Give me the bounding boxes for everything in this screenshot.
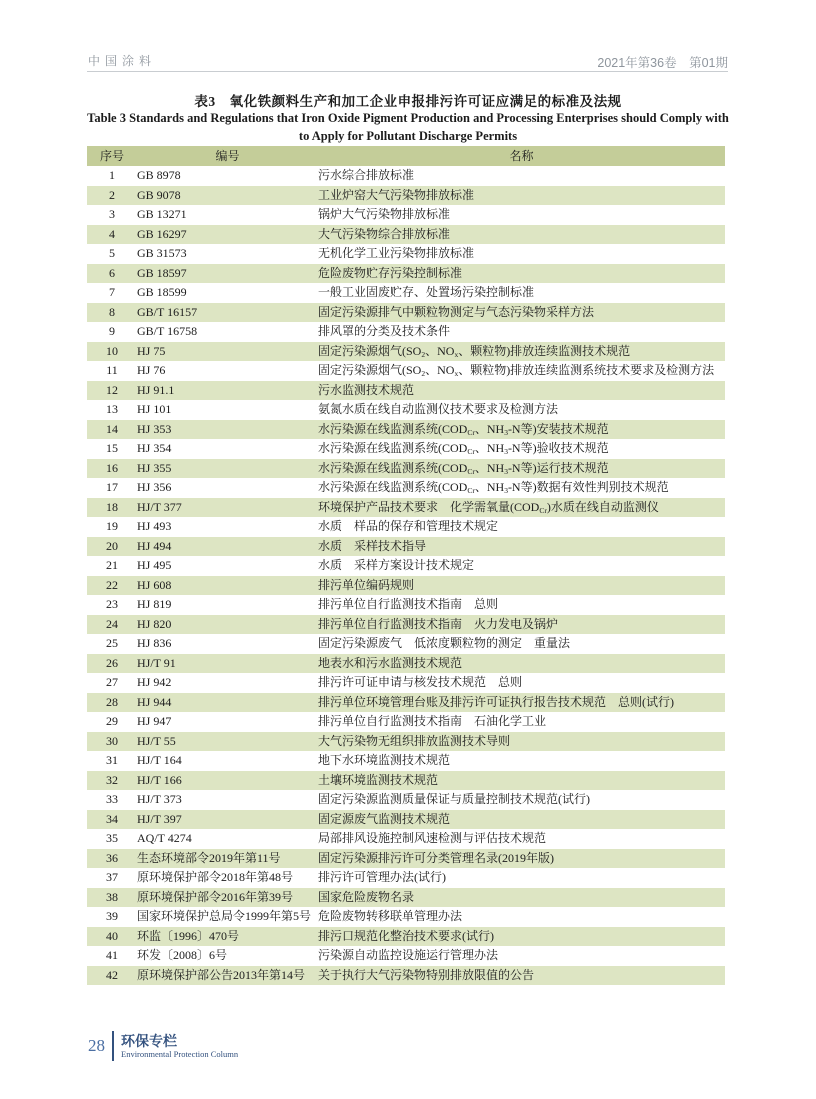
table-row	[87, 186, 725, 206]
table-row	[87, 907, 725, 927]
standard-code: 原环境保护部公告2013年第14号	[137, 967, 306, 982]
standard-name: 固定污染源排污许可分类管理名录(2019年版)	[318, 850, 554, 865]
standard-name: 国家危险废物名录	[318, 889, 415, 904]
table-row	[87, 459, 725, 479]
standard-name: 水污染源在线监测系统($COD_{Cr}$、$NH_3-N$等)安装技术规范	[318, 421, 609, 437]
column-header-name: 名称	[509, 149, 534, 163]
row-index: 1	[109, 168, 115, 182]
row-index: 42	[106, 967, 118, 982]
table-row	[87, 478, 725, 498]
standard-code: GB/T 16157	[137, 304, 198, 319]
standard-code: HJ 355	[137, 460, 172, 475]
row-index: 26	[106, 655, 118, 670]
standard-code: HJ/T 373	[137, 792, 182, 806]
table-row	[87, 342, 725, 362]
table-header-row	[87, 146, 725, 166]
table-body	[87, 166, 725, 985]
table-row	[87, 829, 725, 849]
row-index: 16	[106, 460, 118, 475]
standard-code: HJ/T 377	[137, 499, 182, 514]
standard-name: 固定污染源废气 低浓度颗粒物的测定 重量法	[318, 636, 571, 650]
table-title-zh: 表3 氧化铁颜料生产和加工企业申报排污许可证应满足的标准及法规	[194, 94, 622, 109]
standard-name: 关于执行大气污染物特别排放限值的公告	[318, 967, 535, 982]
row-index: 13	[106, 402, 118, 416]
standard-code: 生态环境部令2019年第11号	[137, 850, 281, 865]
standard-code: HJ/T 166	[137, 772, 182, 787]
standard-code: HJ/T 397	[137, 811, 182, 826]
table-row	[87, 615, 725, 635]
table-row	[87, 693, 725, 713]
row-index: 30	[106, 733, 118, 748]
table-row	[87, 771, 725, 791]
standard-code: HJ 836	[137, 636, 172, 650]
standard-code: 原环境保护部令2016年第39号	[137, 889, 294, 904]
table-row	[87, 927, 725, 947]
table-row	[87, 225, 725, 245]
standard-name: 无机化学工业污染物排放标准	[318, 246, 475, 260]
standard-code: HJ 608	[137, 577, 172, 592]
standard-code: HJ 101	[137, 402, 172, 416]
row-index: 14	[106, 421, 118, 436]
row-index: 24	[106, 616, 118, 631]
row-index: 21	[106, 558, 118, 572]
standard-name: 地下水环境监测技术规范	[318, 753, 451, 767]
running-head	[87, 48, 728, 72]
standard-name: 排污单位环境管理台账及排污许可证执行报告技术规范 总则(试行)	[318, 694, 674, 709]
standard-code: 环发〔2008〕6号	[137, 948, 228, 962]
standard-name: 水质 采样方案设计技术规定	[318, 558, 475, 572]
standard-code: HJ 942	[137, 675, 172, 689]
standard-name: 排污许可管理办法(试行)	[318, 870, 446, 884]
standard-name: 工业炉窑大气污染物排放标准	[318, 187, 475, 202]
standard-name: 排污单位自行监测技术指南 总则	[318, 597, 499, 611]
journal-name: 中国涂料	[88, 54, 157, 68]
table-row	[87, 166, 725, 186]
standard-name: 水质 样品的保存和管理技术规定	[318, 519, 499, 533]
column-header-index: 序号	[99, 149, 124, 163]
table-row	[87, 595, 725, 615]
row-index: 6	[109, 265, 115, 280]
row-index: 18	[106, 499, 118, 514]
row-index: 12	[106, 382, 118, 397]
standard-code: GB 9078	[137, 187, 181, 202]
row-index: 33	[106, 792, 118, 806]
row-index: 2	[109, 187, 115, 202]
page-number: 28	[88, 1036, 105, 1055]
table-row	[87, 868, 725, 888]
standard-name: 环境保护产品技术要求 化学需氧量$(COD_{Cr})$水质在线自动监测仪	[318, 499, 659, 515]
standard-name: 大气污染物无组织排放监测技术导则	[318, 733, 511, 748]
standard-name: 排污单位自行监测技术指南 火力发电及锅炉	[318, 616, 559, 631]
standard-name: 排污许可证申请与核发技术规范 总则	[318, 675, 523, 689]
standard-name: 锅炉大气污染物排放标准	[318, 207, 451, 221]
standard-name: 排风罩的分类及技术条件	[318, 324, 451, 338]
table-row	[87, 654, 725, 674]
standard-code: AQ/T 4274	[137, 831, 192, 845]
row-index: 15	[106, 441, 118, 455]
row-index: 11	[106, 363, 118, 377]
row-index: 37	[106, 870, 118, 884]
standard-code: HJ 493	[137, 519, 172, 533]
row-index: 17	[106, 480, 118, 494]
standard-code: HJ/T 91	[137, 655, 176, 670]
standard-name: 固定污染源监测质量保证与质量控制技术规范(试行)	[318, 792, 590, 806]
table-row	[87, 732, 725, 752]
table-title-en-line2: to Apply for Pollutant Discharge Permits	[298, 129, 518, 143]
table-row	[87, 400, 725, 420]
standard-code: HJ 820	[137, 616, 172, 631]
standard-code: GB 18599	[137, 285, 187, 299]
column-name-zh: 环保专栏	[121, 1032, 177, 1049]
table-row	[87, 966, 725, 986]
table-row	[87, 634, 725, 654]
row-index: 29	[106, 714, 118, 728]
standards-table	[87, 146, 725, 985]
table-row	[87, 244, 725, 264]
table-row	[87, 849, 725, 869]
page-footer	[88, 1031, 238, 1061]
row-index: 22	[106, 577, 118, 592]
table-row	[87, 810, 725, 830]
table-row	[87, 712, 725, 732]
table-row	[87, 439, 725, 459]
row-index: 5	[109, 246, 115, 260]
standard-code: GB 16297	[137, 226, 187, 241]
table-row	[87, 420, 725, 440]
table-row	[87, 537, 725, 557]
standard-code: 原环境保护部令2018年第48号	[137, 870, 294, 884]
standard-name: 固定污染源烟气($SO_2$、$NO_x$、颗粒物)排放连续监测技术规范	[318, 343, 631, 359]
table-row	[87, 576, 725, 596]
table-row	[87, 322, 725, 342]
standard-code: HJ 819	[137, 597, 172, 611]
table-row	[87, 361, 725, 381]
table-row	[87, 205, 725, 225]
standard-code: HJ 944	[137, 694, 172, 709]
column-header-code: 编号	[215, 149, 240, 163]
row-index: 27	[106, 675, 118, 689]
row-index: 40	[106, 928, 118, 943]
standard-code: HJ 75	[137, 343, 166, 358]
standard-name: 排污单位编码规则	[318, 577, 415, 592]
row-index: 28	[106, 694, 118, 709]
standard-name: 水污染源在线监测系统($COD_{Cr}$、$NH_3-N$等)运行技术规范	[318, 460, 609, 476]
row-index: 34	[106, 811, 118, 826]
standard-code: HJ/T 164	[137, 753, 182, 767]
standard-code: HJ 354	[137, 441, 172, 455]
standard-name: 局部排风设施控制风速检测与评估技术规范	[318, 831, 547, 845]
standard-code: HJ 494	[137, 538, 172, 553]
row-index: 19	[106, 519, 118, 533]
table-row	[87, 264, 725, 284]
standard-name: 危险废物贮存污染控制标准	[318, 265, 463, 280]
table-title-en-line1: Table 3 Standards and Regulations that Iron Oxide Pigment Production and Processing Enterprises should Comply with	[87, 111, 729, 125]
row-index: 39	[106, 909, 118, 923]
standard-name: 地表水和污水监测技术规范	[318, 655, 463, 670]
standard-code: GB 8978	[137, 168, 181, 182]
row-index: 8	[109, 304, 115, 319]
row-index: 20	[106, 538, 118, 553]
standard-code: HJ 356	[137, 480, 172, 494]
standard-name: 土壤环境监测技术规范	[318, 772, 439, 787]
table-row	[87, 751, 725, 771]
table-row	[87, 283, 725, 303]
standard-name: 污水监测技术规范	[318, 382, 415, 397]
standard-code: HJ 353	[137, 421, 172, 436]
standard-code: HJ 91.1	[137, 382, 175, 397]
standard-code: HJ 76	[137, 363, 166, 377]
standard-name: 水污染源在线监测系统($COD_{Cr}$、$NH_3-N$等)验收技术规范	[318, 441, 609, 456]
standard-name: 固定污染源烟气($SO_2$、$NO_x$、颗粒物)排放连续监测系统技术要求及检测方法	[318, 363, 715, 378]
row-index: 32	[106, 772, 118, 787]
row-index: 25	[106, 636, 118, 650]
row-index: 35	[106, 831, 118, 845]
row-index: 38	[106, 889, 118, 904]
standard-code: HJ 495	[137, 558, 172, 572]
standard-name: 污水综合排放标准	[318, 168, 415, 182]
standard-code: GB 13271	[137, 207, 187, 221]
standard-name: 水质 采样技术指导	[318, 538, 427, 553]
standard-code: GB/T 16758	[137, 324, 198, 338]
table-row	[87, 381, 725, 401]
row-index: 4	[109, 226, 115, 241]
standard-name: 排污单位自行监测技术指南 石油化学工业	[318, 714, 547, 728]
table-row	[87, 790, 725, 810]
standard-name: 危险废物转移联单管理办法	[318, 909, 463, 923]
standard-name: 固定污染源排气中颗粒物测定与气态污染物采样方法	[318, 304, 595, 319]
standard-name: 氨氮水质在线自动监测仪技术要求及检测方法	[318, 402, 559, 416]
footer-divider	[112, 1031, 114, 1061]
standard-name: 水污染源在线监测系统($COD_{Cr}$、$NH_3-N$等)数据有效性判别技术规范	[318, 480, 669, 495]
standard-name: 固定源废气监测技术规范	[318, 811, 451, 826]
row-index: 23	[106, 597, 118, 611]
standard-code: HJ/T 55	[137, 733, 176, 748]
standard-name: 大气污染物综合排放标准	[318, 226, 451, 241]
standard-code: GB 18597	[137, 265, 187, 280]
table-row	[87, 498, 725, 518]
row-index: 9	[109, 324, 115, 338]
standard-code: HJ 947	[137, 714, 172, 728]
column-name-en: Environmental Protection Column	[121, 1048, 239, 1059]
column-name-block	[121, 1033, 238, 1060]
standard-name: 一般工业固废贮存、处置场污染控制标准	[318, 285, 535, 299]
table-row	[87, 517, 725, 537]
table-row	[87, 946, 725, 966]
standard-code: GB 31573	[137, 246, 187, 260]
standard-code: 国家环境保护总局令1999年第5号	[137, 909, 312, 923]
table-row	[87, 556, 725, 576]
table-row	[87, 673, 725, 693]
row-index: 7	[109, 285, 115, 299]
standard-name: 排污口规范化整治技术要求(试行)	[318, 928, 494, 943]
issue-info: 2021年第36卷 第01期	[597, 56, 728, 70]
row-index: 41	[106, 948, 118, 962]
row-index: 36	[106, 850, 118, 865]
row-index: 10	[106, 343, 118, 358]
row-index: 31	[106, 753, 118, 767]
row-index: 3	[109, 207, 115, 221]
standard-code: 环监〔1996〕470号	[137, 928, 240, 943]
table-row	[87, 888, 725, 908]
table-row	[87, 303, 725, 323]
standard-name: 污染源自动监控设施运行管理办法	[318, 948, 499, 962]
